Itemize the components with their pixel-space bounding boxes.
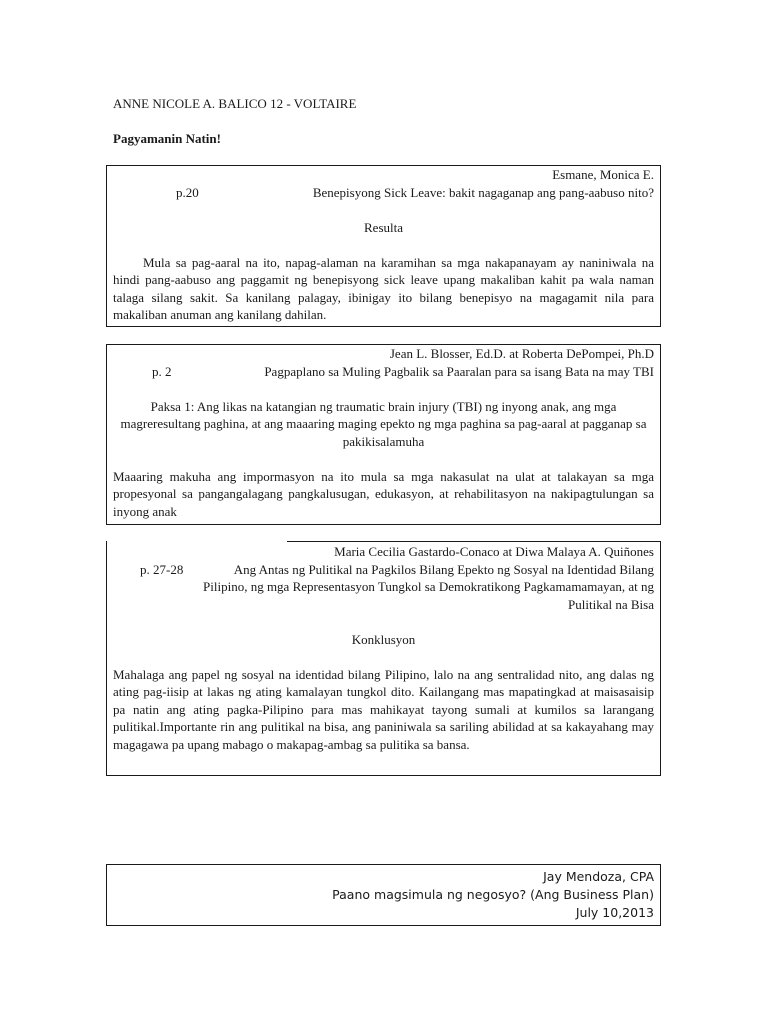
card-body: Mahalaga ang papel ng sosyal na identidad bilang Pilipino, lalo na ang sentralidad nito, ang dalas ng ating pag-iisip at lakas ng ating kamalayan tungkol dito. Kailangang mas mapatingkad at maisasaisip pa natin ang ating pagka-Pilipino para mas mahikayat tayong sumali at kumilos sa larangang pulitikal.Importante rin ang pulitikal na bisa, ang paniniwala sa sariling abilidad at sa kakayahang may magagawa pa upang mabago o makapag-ambag sa pulitika sa bansa. bbox=[113, 666, 654, 752]
card-body: Maaaring makuha ang impormasyon na ito mula sa mga nakasulat na ulat at talakayan sa mga propesyonal sa pangangalagang pangkalusugan, edukasyon, at rehabilitasyon na nakipagtulungan sa inyong anak bbox=[113, 468, 654, 519]
card-author: Maria Cecilia Gastardo-Conaco at Diwa Malaya A. Quiñones bbox=[334, 544, 654, 559]
card-page: p. 27-28 bbox=[140, 561, 184, 577]
card-title: Paano magsimula ng negosyo? (Ang Business Plan) bbox=[332, 887, 654, 902]
reference-card-gastardo-conaco bbox=[106, 541, 661, 776]
card-title-row bbox=[113, 363, 654, 381]
card-author: Jay Mendoza, CPA bbox=[543, 869, 654, 884]
card-body: Mula sa pag-aaral na ito, napag-alaman na karamihan sa mga nakapanayam ay naniniwala na hindi pang-aabuso ang paggamit ng benepisyong sick leave upang makaliban kahit pa wala naman talaga silang sakit. Sa kanilang palagay, ibinigay ito bilang benepisyo na magagamit nila para makaliban anuman ang kanilang dahilan. bbox=[113, 254, 654, 322]
card-title-row bbox=[113, 561, 654, 614]
student-name-line: ANNE NICOLE A. BALICO 12 - VOLTAIRE bbox=[113, 96, 357, 111]
card-title: Pagpaplano sa Muling Pagbalik sa Paaralan para sa isang Bata na may TBI bbox=[264, 363, 654, 379]
card-author: Esmane, Monica E. bbox=[552, 167, 654, 182]
card-page: p.20 bbox=[176, 184, 199, 200]
card-title-row bbox=[113, 184, 654, 202]
card-topic: Paksa 1: Ang likas na katangian ng traumatic brain injury (TBI) ng inyong anak, ang mga magreresultang paghina, at ang maaaring maging epekto ng mga paghina sa pag-aaral at pagganap sa pakikisalamuha bbox=[120, 398, 647, 449]
card-section-heading: Resulta bbox=[364, 219, 403, 235]
reference-card-blosser bbox=[106, 344, 661, 525]
reference-card-mendoza bbox=[106, 864, 661, 926]
card-page: p. 2 bbox=[152, 363, 172, 379]
card-date: July 10,2013 bbox=[575, 905, 654, 920]
card-title: Ang Antas ng Pulitikal na Pagkilos Bilang Epekto ng Sosyal na Identidad Bilang Pilipino, ng mga Representasyon Tungkol sa Demokratikong Pagkamamamayan, at ng Pulitikal na Bisa bbox=[203, 561, 654, 612]
card-author: Jean L. Blosser, Ed.D. at Roberta DePompei, Ph.D bbox=[389, 346, 654, 361]
page-subtitle: Pagyamanin Natin! bbox=[113, 131, 221, 146]
reference-card-esmane bbox=[106, 165, 661, 327]
card-section-heading: Konklusyon bbox=[351, 631, 416, 647]
card-title: Benepisyong Sick Leave: bakit nagaganap ang pang-aabuso nito? bbox=[312, 184, 654, 200]
